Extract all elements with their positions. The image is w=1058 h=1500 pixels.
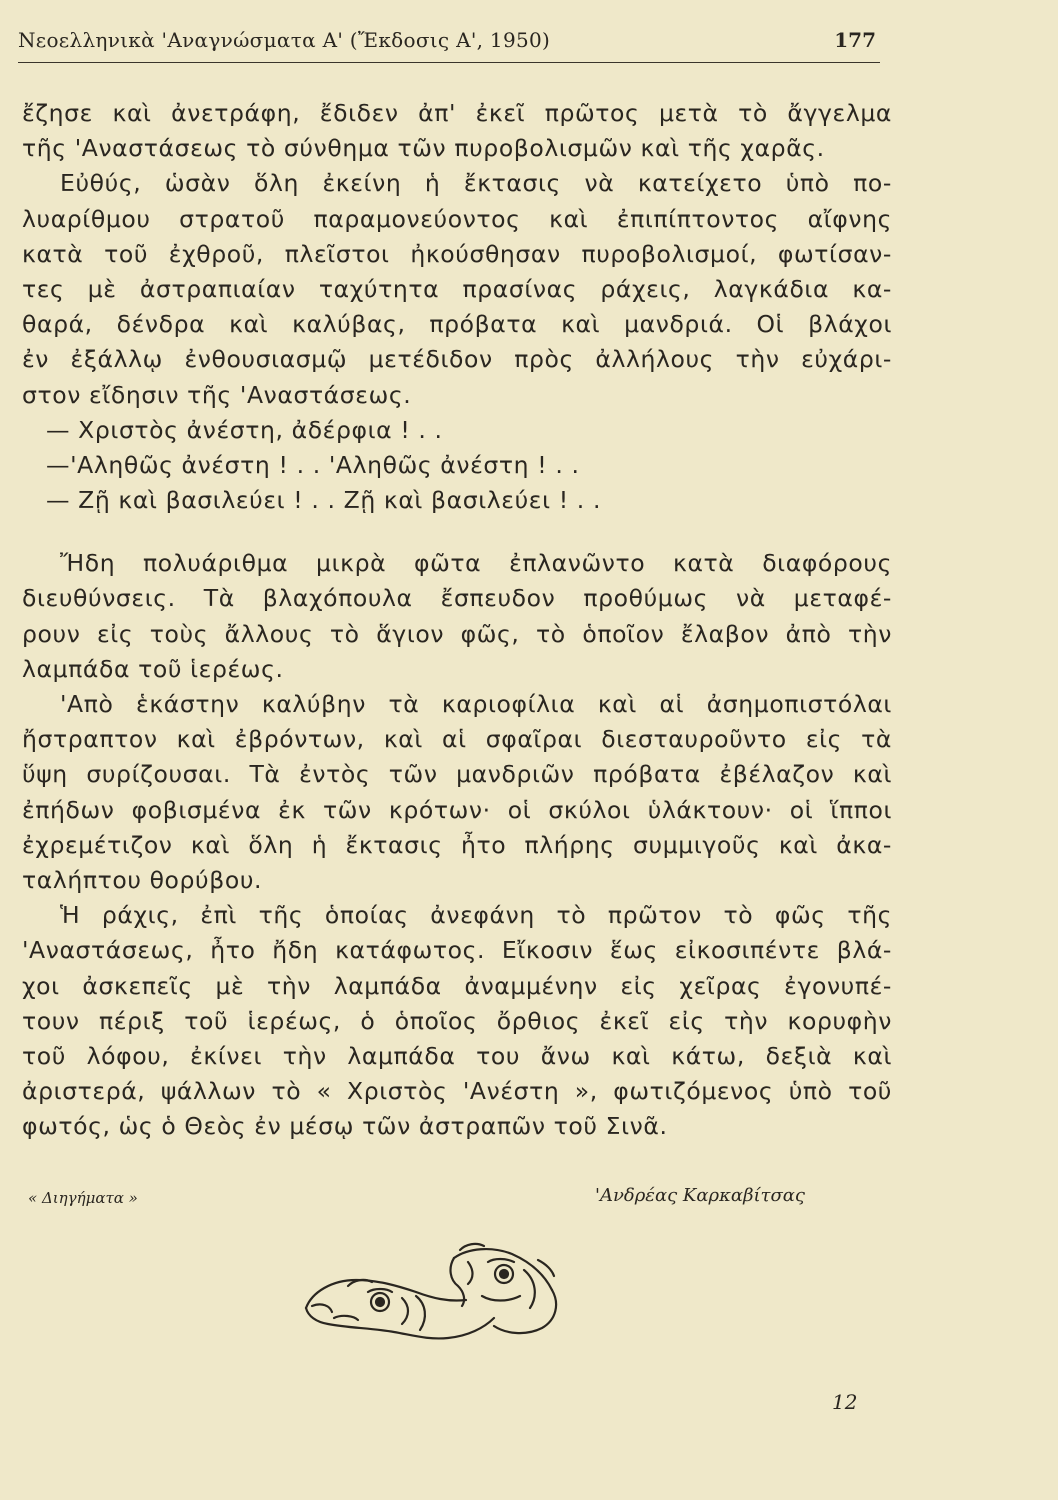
running-header xyxy=(18,28,880,63)
attribution-row xyxy=(0,1185,1058,1215)
text-line: ἐχρεμέτιζον καὶ ὅλη ἡ ἔκτασις ἦτο πλήρης συμμιγοῦς καὶ ἀκα- xyxy=(22,830,892,859)
text-line: φωτός, ὡς ὁ Θεὸς ἐν μέσῳ τῶν ἀστραπῶν τοῦ Σινᾶ. xyxy=(22,1112,668,1141)
text-line: ταλήπτου θορύβου. xyxy=(22,865,263,894)
dialogue-line: — Ζῇ καὶ βασιλεύει ! . . Ζῇ καὶ βασιλεύει ! . . xyxy=(46,486,602,515)
signature-number: 12 xyxy=(832,1390,858,1414)
text-line: ὕψη συρίζουσαι. Τὰ ἐντὸς τῶν μανδριῶν πρόβατα ἐβέλαζον καὶ xyxy=(22,760,892,789)
book-title: Νεοελληνικὰ 'Αναγνώσματα Α' (Ἔκδοσις Α', 1950) xyxy=(18,28,551,52)
text-line: κατὰ τοῦ ἐχθροῦ, πλεῖστοι ἠκούσθησαν πυροβολισμοί, φωτίσαν- xyxy=(22,239,892,268)
text-line: στον εἴδησιν τῆς 'Αναστάσεως. xyxy=(22,380,412,409)
paragraph-gap xyxy=(22,518,892,546)
dialogue-line: —'Αληθῶς ἀνέστη ! . . 'Αληθῶς ἀνέστη ! . . xyxy=(46,450,580,479)
page-number: 177 xyxy=(834,28,876,52)
text-line: χοι ἀσκεπεῖς μὲ τὴν λαμπάδα ἀναμμένην εἰς χεῖρας ἐγονυπέ- xyxy=(22,971,892,1000)
text-line: θαρά, δένδρα καὶ καλύβας, πρόβατα καὶ μανδριά. Οἱ βλάχοι xyxy=(22,310,892,339)
text-line: ἀριστερά, ψάλλων τὸ « Χριστὸς 'Ανέστη », φωτιζόμενος ὑπὸ τοῦ xyxy=(22,1077,892,1106)
text-line: τοῦ λόφου, ἐκίνει τὴν λαμπάδα του ἄνω καὶ κάτω, δεξιὰ καὶ xyxy=(22,1041,892,1070)
text-line: τῆς 'Αναστάσεως τὸ σύνθημα τῶν πυροβολισμῶν καὶ τῆς χαρᾶς. xyxy=(22,134,825,163)
text-line: ρουν εἰς τοὺς ἄλλους τὸ ἅγιον φῶς, τὸ ὁποῖον ἔλαβον ἀπὸ τὴν xyxy=(22,619,892,648)
sheep-heads-vignette xyxy=(298,1240,594,1350)
story-text xyxy=(22,96,892,1144)
text-line: Ἤδη πολυάριθμα μικρὰ φῶτα ἐπλανῶντο κατὰ διαφόρους xyxy=(60,549,892,578)
author-name: 'Ανδρέας Καρκαβίτσας xyxy=(595,1185,806,1206)
text-line: Εὐθύς, ὡσὰν ὅλη ἐκείνη ἡ ἔκτασις νὰ κατείχετο ὑπὸ πο- xyxy=(60,169,892,198)
text-line: ἐν ἐξάλλῳ ἐνθουσιασμῷ μετέδιδον πρὸς ἀλλήλους τὴν εὐχάρι- xyxy=(22,345,892,374)
text-line: ἐπήδων φοβισμένα ἐκ τῶν κρότων· οἱ σκύλοι ὑλάκτουν· οἱ ἵπποι xyxy=(22,795,892,824)
text-line: 'Απὸ ἑκάστην καλύβην τὰ καριοφίλια καὶ αἱ ἀσημοπιστόλαι xyxy=(60,690,892,718)
dialogue-line: — Χριστὸς ἀνέστη, ἀδέρφια ! . . xyxy=(46,415,443,444)
text-line: τουν πέριξ τοῦ ἱερέως, ὁ ὁποῖος ὄρθιος ἐκεῖ εἰς τὴν κορυφὴν xyxy=(22,1006,892,1035)
text-line: 'Αναστάσεως, ἦτο ἤδη κατάφωτος. Εἴκοσιν ἕως εἰκοσιπέντε βλά- xyxy=(22,936,892,965)
text-line: Ἡ ράχις, ἐπὶ τῆς ὁποίας ἀνεφάνη τὸ πρῶτον τὸ φῶς τῆς xyxy=(60,901,892,930)
text-line: ἤστραπτον καὶ ἐβρόντων, καὶ αἱ σφαῖραι διεσταυροῦντο εἰς τὰ xyxy=(22,725,892,754)
text-line: τες μὲ ἀστραπιαίαν ταχύτητα πρασίνας ράχεις, λαγκάδια κα- xyxy=(22,274,892,303)
text-line: ἔζησε καὶ ἀνετράφη, ἔδιδεν ἀπ' ἐκεῖ πρῶτος μετὰ τὸ ἄγγελμα xyxy=(22,99,892,127)
text-line: λαμπάδα τοῦ ἱερέως. xyxy=(22,654,284,683)
source-title: « Διηγήματα » xyxy=(28,1189,138,1207)
text-line: λυαρίθμου στρατοῦ παραμονεύοντος καὶ ἐπιπίπτοντος αἴφνης xyxy=(22,204,892,233)
text-line: διευθύνσεις. Τὰ βλαχόπουλα ἔσπευδον προθύμως νὰ μεταφέ- xyxy=(22,584,892,613)
